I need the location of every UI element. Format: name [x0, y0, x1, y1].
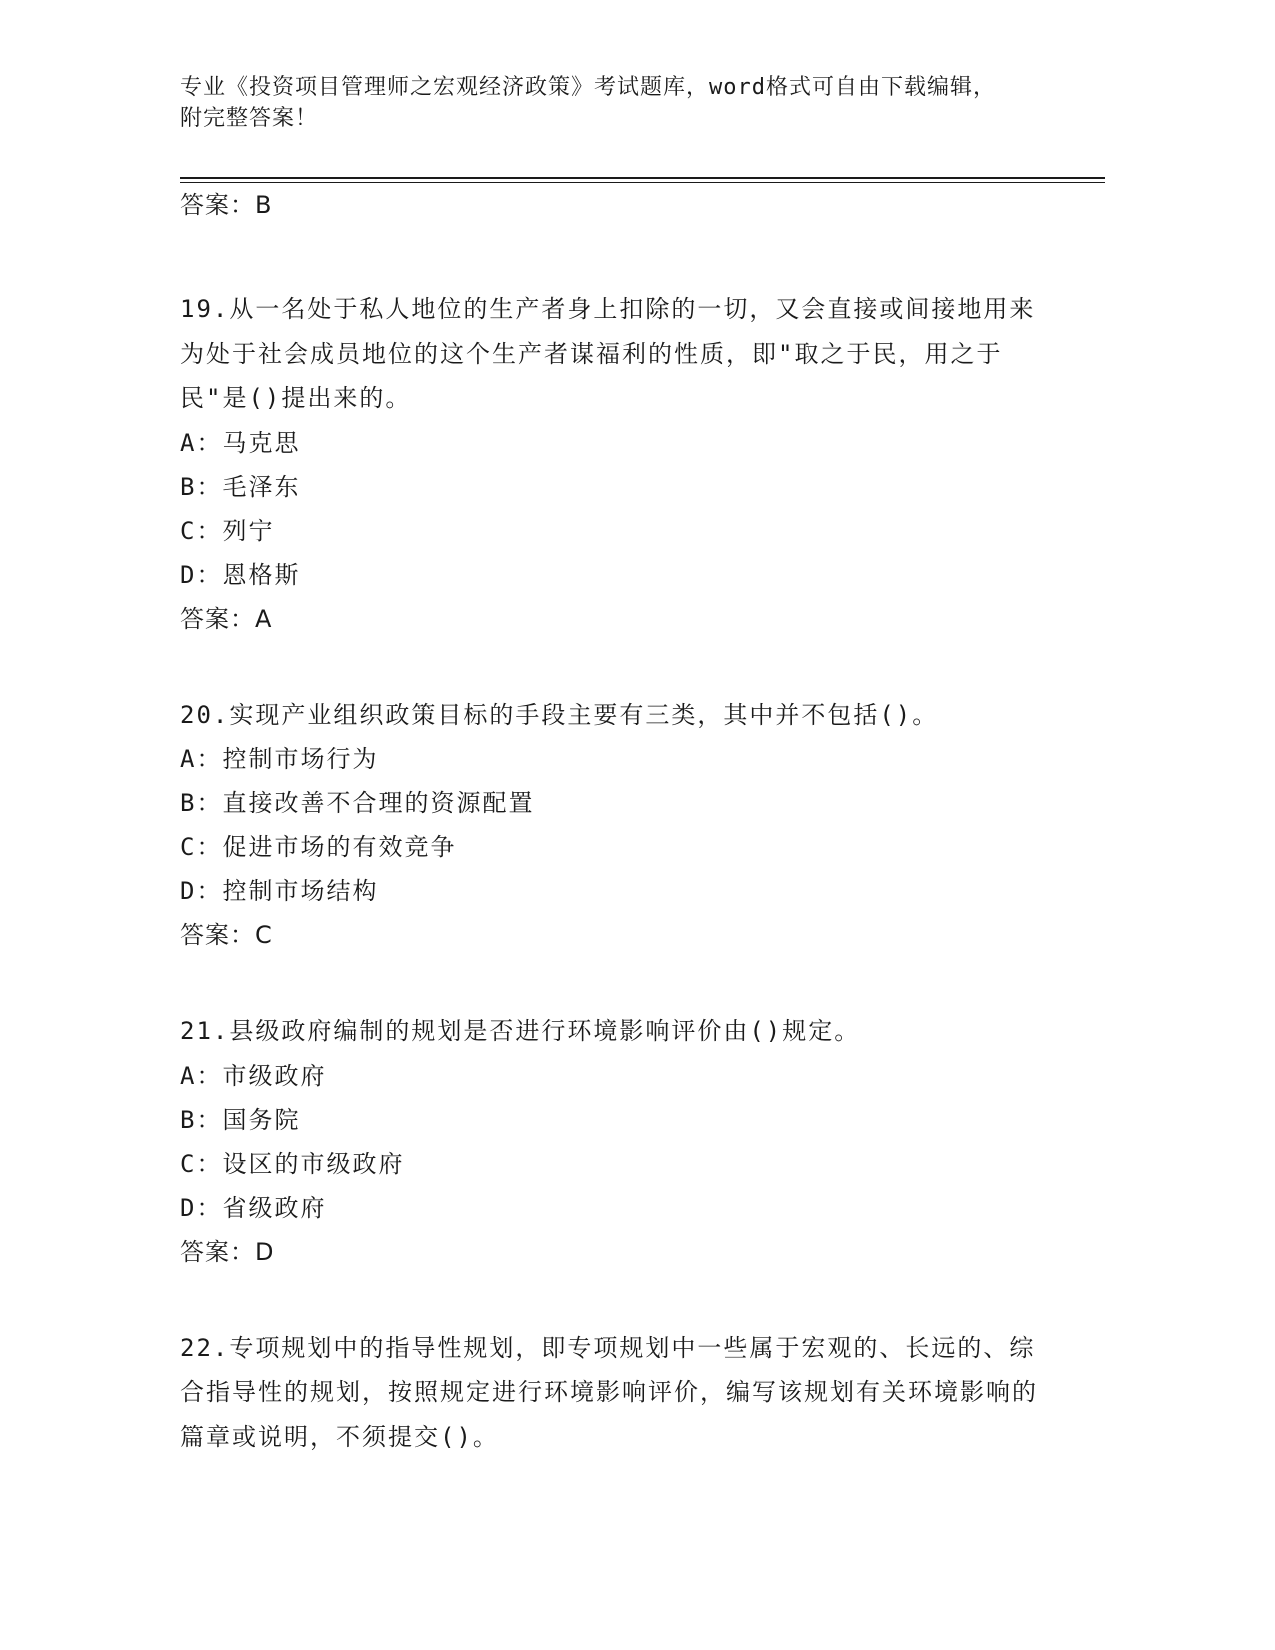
option-a: A：控制市场行为	[180, 745, 379, 773]
option-c: C：促进市场的有效竞争	[180, 833, 457, 861]
question-text: 22.专项规划中的指导性规划，即专项规划中一些属于宏观的、长远的、综合指导性的规划，按照规定进行环境影响评价，编写该规划有关环境影响的篇章或说明，不须提交()。	[180, 1333, 1038, 1451]
question-item	[180, 693, 1060, 958]
option-a: A：马克思	[180, 428, 301, 457]
question-item	[180, 1326, 1060, 1460]
option-c: C：设区的市级政府	[180, 1149, 405, 1178]
header-line-2: 附完整答案！	[180, 106, 319, 131]
question-text: 20.实现产业组织政策目标的手段主要有三类，其中并不包括()。	[180, 700, 939, 729]
answer-line: 答案：B	[180, 191, 273, 219]
option-b: B：国务院	[180, 1105, 301, 1134]
header-divider	[180, 177, 1105, 179]
option-b: B：毛泽东	[180, 472, 301, 501]
page-header	[180, 72, 1060, 134]
answer-line: 答案：A	[180, 604, 273, 633]
option-d: D：省级政府	[180, 1193, 327, 1222]
question-text: 19.从一名处于私人地位的生产者身上扣除的一切，又会直接或间接地用来为处于社会成员地位的这个生产者谋福利的性质，即"取之于民，用之于民"是()提出来的。	[180, 295, 1036, 412]
option-a: A：市级政府	[180, 1061, 327, 1090]
option-b: B：直接改善不合理的资源配置	[180, 789, 535, 817]
option-d: D：控制市场结构	[180, 877, 379, 905]
header-line-1: 专业《投资项目管理师之宏观经济政策》考试题库，word格式可自由下载编辑，	[180, 75, 996, 100]
answer-line: 答案：D	[180, 1237, 275, 1266]
question-list	[180, 183, 1060, 1459]
option-d: D：恩格斯	[180, 560, 301, 589]
question-item	[180, 287, 1060, 641]
question-text: 21.县级政府编制的规划是否进行环境影响评价由()规定。	[180, 1017, 861, 1045]
answer-line: 答案：C	[180, 921, 273, 949]
option-c: C：列宁	[180, 516, 275, 545]
question-item	[180, 1009, 1060, 1274]
